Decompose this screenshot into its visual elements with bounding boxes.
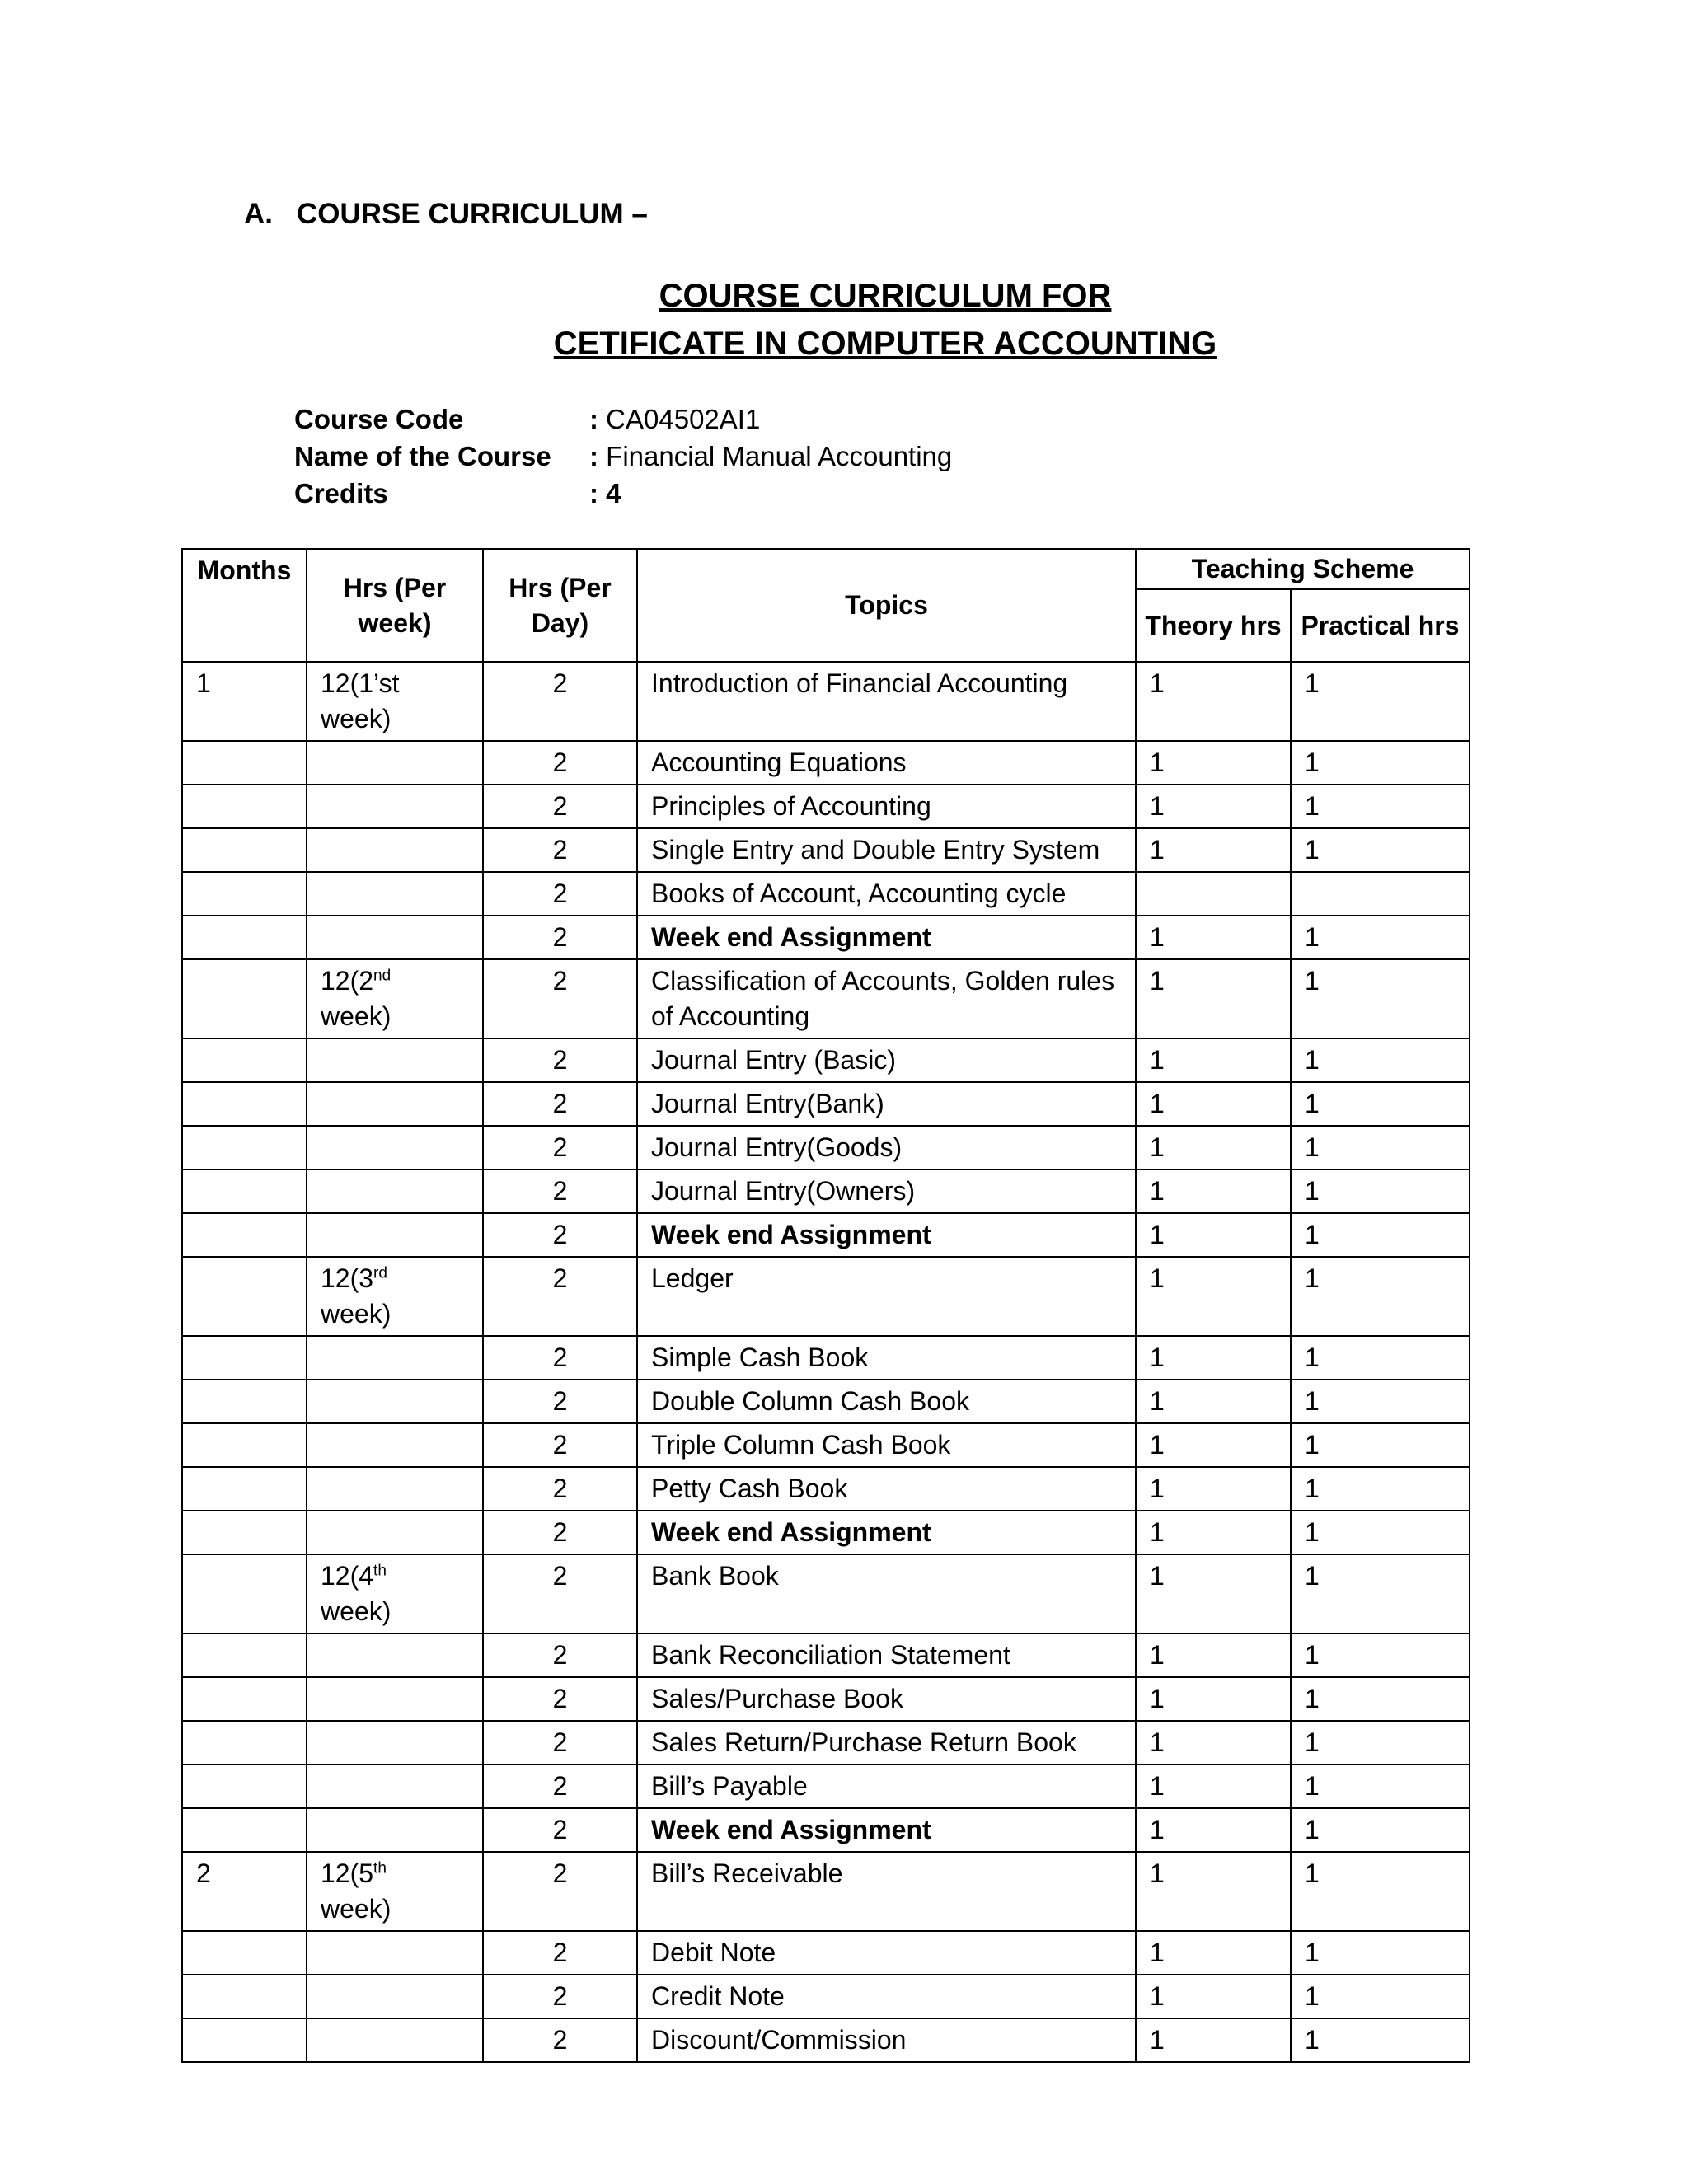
month-cell: [182, 1975, 307, 2018]
week-suffix: week): [321, 1894, 392, 1924]
hrs-per-day-cell: 2: [483, 1336, 637, 1380]
month-cell: [182, 741, 307, 785]
practical-cell: 1: [1291, 1975, 1470, 2018]
table-row: [182, 1336, 1470, 1380]
table-row: [182, 1169, 1470, 1213]
month-cell: [182, 1633, 307, 1677]
week-cell: [307, 1423, 483, 1467]
topic-cell: Week end Assignment: [637, 1808, 1136, 1852]
practical-cell: 1: [1291, 1721, 1470, 1765]
table-row: [182, 1975, 1470, 2018]
month-cell: [182, 1467, 307, 1511]
month-cell: [182, 916, 307, 959]
table-row: [182, 1677, 1470, 1721]
week-cell: [307, 662, 483, 741]
section-title: COURSE CURRICULUM –: [297, 198, 648, 230]
table-row: [182, 1467, 1470, 1511]
table-row: [182, 1852, 1470, 1931]
hrs-per-day-cell: 2: [483, 1931, 637, 1975]
topic-cell: Debit Note: [637, 1931, 1136, 1975]
topic-cell: Bill’s Payable: [637, 1765, 1136, 1808]
month-cell: [182, 1765, 307, 1808]
week-suffix: week): [321, 1596, 392, 1626]
topic-cell: Week end Assignment: [637, 1213, 1136, 1257]
week-ordinal-suffix: th: [373, 1859, 387, 1877]
course-name-row: [294, 438, 952, 475]
week-cell: [307, 2018, 483, 2062]
practical-cell: 1: [1291, 1633, 1470, 1677]
hrs-per-day-cell: 2: [483, 1423, 637, 1467]
practical-cell: 1: [1291, 1257, 1470, 1336]
week-cell: [307, 1721, 483, 1765]
theory-cell: 1: [1136, 916, 1291, 959]
practical-cell: [1291, 872, 1470, 916]
topic-cell: Journal Entry(Owners): [637, 1169, 1136, 1213]
week-cell: [307, 785, 483, 828]
hrs-per-day-cell: 2: [483, 916, 637, 959]
topic-cell: Credit Note: [637, 1975, 1136, 2018]
theory-cell: 1: [1136, 1633, 1291, 1677]
theory-cell: 1: [1136, 1380, 1291, 1423]
hrs-per-day-cell: 2: [483, 1467, 637, 1511]
practical-cell: 1: [1291, 1213, 1470, 1257]
course-name-label: Name of the Course: [294, 441, 551, 471]
month-cell: [182, 1931, 307, 1975]
topic-cell: Sales/Purchase Book: [637, 1677, 1136, 1721]
header-practical: Practical hrs: [1291, 589, 1470, 662]
colon: :: [589, 404, 598, 434]
month-cell: [182, 785, 307, 828]
course-code-row: [294, 401, 952, 438]
document-title: [0, 272, 1688, 368]
theory-cell: 1: [1136, 741, 1291, 785]
section-letter: A.: [244, 198, 273, 230]
hrs-per-day-cell: 2: [483, 1975, 637, 2018]
practical-cell: 1: [1291, 741, 1470, 785]
month-cell: [182, 1677, 307, 1721]
header-hrs-per-week: Hrs (Per week): [307, 549, 483, 662]
hrs-per-day-cell: 2: [483, 662, 637, 741]
theory-cell: 1: [1136, 1169, 1291, 1213]
table-row: [182, 828, 1470, 872]
week-label: 12(5: [321, 1858, 374, 1888]
practical-cell: 1: [1291, 959, 1470, 1038]
theory-cell: 1: [1136, 1082, 1291, 1126]
topic-cell: Bank Reconciliation Statement: [637, 1633, 1136, 1677]
theory-cell: 1: [1136, 785, 1291, 828]
topic-cell: Books of Account, Accounting cycle: [637, 872, 1136, 916]
hrs-per-day-cell: 2: [483, 1169, 637, 1213]
credits-row: [294, 475, 952, 512]
week-cell: [307, 1126, 483, 1169]
week-cell: [307, 1677, 483, 1721]
theory-cell: 1: [1136, 1336, 1291, 1380]
table-row: [182, 1511, 1470, 1554]
hrs-per-day-cell: 2: [483, 1852, 637, 1931]
hrs-per-day-cell: 2: [483, 1380, 637, 1423]
table-row: [182, 785, 1470, 828]
theory-cell: 1: [1136, 2018, 1291, 2062]
week-cell: [307, 1336, 483, 1380]
practical-cell: 1: [1291, 916, 1470, 959]
hrs-per-day-cell: 2: [483, 2018, 637, 2062]
topic-cell: Double Column Cash Book: [637, 1380, 1136, 1423]
table-row: [182, 1126, 1470, 1169]
course-name-value: Financial Manual Accounting: [606, 441, 953, 471]
month-cell: [182, 1082, 307, 1126]
title-line-1: COURSE CURRICULUM FOR: [659, 278, 1112, 314]
week-cell: [307, 959, 483, 1038]
hrs-per-day-cell: 2: [483, 1038, 637, 1082]
header-teaching-scheme: Teaching Scheme: [1136, 549, 1470, 589]
table-row: [182, 1765, 1470, 1808]
table-row: [182, 1721, 1470, 1765]
week-cell: [307, 828, 483, 872]
topic-cell: Discount/Commission: [637, 2018, 1136, 2062]
curriculum-table: [181, 548, 1470, 2063]
topic-cell: Classification of Accounts, Golden rules of Accounting: [637, 959, 1136, 1038]
week-cell: [307, 872, 483, 916]
week-label: 12(1’st: [321, 668, 400, 698]
month-cell: [182, 1169, 307, 1213]
theory-cell: 1: [1136, 1467, 1291, 1511]
topic-cell: Bill’s Receivable: [637, 1852, 1136, 1931]
theory-cell: 1: [1136, 1765, 1291, 1808]
week-suffix: week): [321, 1299, 392, 1329]
practical-cell: 1: [1291, 1852, 1470, 1931]
theory-cell: [1136, 872, 1291, 916]
theory-cell: 1: [1136, 1038, 1291, 1082]
hrs-per-day-cell: 2: [483, 1721, 637, 1765]
topic-cell: Triple Column Cash Book: [637, 1423, 1136, 1467]
topic-cell: Ledger: [637, 1257, 1136, 1336]
table-row: [182, 1633, 1470, 1677]
table-row: [182, 1038, 1470, 1082]
topic-cell: Single Entry and Double Entry System: [637, 828, 1136, 872]
title-line-2: CETIFICATE IN COMPUTER ACCOUNTING: [553, 326, 1217, 362]
hrs-per-day-cell: 2: [483, 1511, 637, 1554]
practical-cell: 1: [1291, 1677, 1470, 1721]
credits-value: 4: [606, 478, 621, 509]
practical-cell: 1: [1291, 1511, 1470, 1554]
table-row: [182, 1554, 1470, 1633]
week-cell: [307, 1852, 483, 1931]
theory-cell: 1: [1136, 1423, 1291, 1467]
month-cell: [182, 1423, 307, 1467]
topic-cell: Introduction of Financial Accounting: [637, 662, 1136, 741]
theory-cell: 1: [1136, 1975, 1291, 2018]
table-row: [182, 1257, 1470, 1336]
theory-cell: 1: [1136, 1511, 1291, 1554]
week-cell: [307, 1380, 483, 1423]
week-cell: [307, 1554, 483, 1633]
month-cell: [182, 1038, 307, 1082]
table-row: [182, 1808, 1470, 1852]
practical-cell: 1: [1291, 1554, 1470, 1633]
week-cell: [307, 1169, 483, 1213]
week-cell: [307, 1213, 483, 1257]
month-cell: [182, 1808, 307, 1852]
colon: :: [589, 441, 598, 471]
course-meta: [294, 401, 952, 512]
practical-cell: 1: [1291, 1467, 1470, 1511]
section-heading: [244, 198, 648, 231]
month-cell: [182, 959, 307, 1038]
practical-cell: 1: [1291, 1931, 1470, 1975]
table-row: [182, 916, 1470, 959]
month-cell: [182, 1380, 307, 1423]
topic-cell: Sales Return/Purchase Return Book: [637, 1721, 1136, 1765]
table-row: [182, 872, 1470, 916]
week-cell: [307, 1633, 483, 1677]
hrs-per-day-cell: 2: [483, 1554, 637, 1633]
colon: :: [589, 478, 598, 509]
theory-cell: 1: [1136, 959, 1291, 1038]
theory-cell: 1: [1136, 1852, 1291, 1931]
topic-cell: Week end Assignment: [637, 916, 1136, 959]
practical-cell: 1: [1291, 1038, 1470, 1082]
theory-cell: 1: [1136, 662, 1291, 741]
hrs-per-day-cell: 2: [483, 1808, 637, 1852]
practical-cell: 1: [1291, 2018, 1470, 2062]
hrs-per-day-cell: 2: [483, 741, 637, 785]
table-row: [182, 1213, 1470, 1257]
theory-cell: 1: [1136, 1677, 1291, 1721]
week-label: 12(3: [321, 1263, 374, 1293]
theory-cell: 1: [1136, 1126, 1291, 1169]
hrs-per-day-cell: 2: [483, 1126, 637, 1169]
header-hrs-per-day: Hrs (Per Day): [483, 549, 637, 662]
week-suffix: week): [321, 1001, 392, 1031]
week-cell: [307, 1257, 483, 1336]
hrs-per-day-cell: 2: [483, 1765, 637, 1808]
credits-label: Credits: [294, 478, 388, 509]
topic-cell: Journal Entry(Bank): [637, 1082, 1136, 1126]
month-cell: [182, 872, 307, 916]
hrs-per-day-cell: 2: [483, 1257, 637, 1336]
week-suffix: week): [321, 704, 392, 733]
week-cell: [307, 1808, 483, 1852]
practical-cell: 1: [1291, 1765, 1470, 1808]
table-row: [182, 2018, 1470, 2062]
hrs-per-day-cell: 2: [483, 872, 637, 916]
practical-cell: 1: [1291, 828, 1470, 872]
week-ordinal-suffix: nd: [373, 967, 392, 985]
theory-cell: 1: [1136, 1721, 1291, 1765]
table-row: [182, 959, 1470, 1038]
week-cell: [307, 916, 483, 959]
week-cell: [307, 1467, 483, 1511]
week-label: 12(4: [321, 1561, 374, 1591]
month-cell: [182, 1257, 307, 1336]
practical-cell: 1: [1291, 785, 1470, 828]
theory-cell: 1: [1136, 828, 1291, 872]
practical-cell: 1: [1291, 1423, 1470, 1467]
table-body: [182, 662, 1470, 2062]
practical-cell: 1: [1291, 1169, 1470, 1213]
month-cell: [182, 1336, 307, 1380]
week-cell: [307, 1931, 483, 1975]
theory-cell: 1: [1136, 1931, 1291, 1975]
course-code-value: CA04502AI1: [606, 404, 761, 434]
week-label: 12(2: [321, 966, 374, 996]
month-cell: 2: [182, 1852, 307, 1931]
theory-cell: 1: [1136, 1554, 1291, 1633]
month-cell: [182, 1554, 307, 1633]
week-cell: [307, 741, 483, 785]
header-theory: Theory hrs: [1136, 589, 1291, 662]
topic-cell: Simple Cash Book: [637, 1336, 1136, 1380]
table-row: [182, 662, 1470, 741]
practical-cell: 1: [1291, 662, 1470, 741]
hrs-per-day-cell: 2: [483, 1677, 637, 1721]
topic-cell: Accounting Equations: [637, 741, 1136, 785]
table-row: [182, 1380, 1470, 1423]
hrs-per-day-cell: 2: [483, 959, 637, 1038]
topic-cell: Petty Cash Book: [637, 1467, 1136, 1511]
topic-cell: Bank Book: [637, 1554, 1136, 1633]
practical-cell: 1: [1291, 1808, 1470, 1852]
theory-cell: 1: [1136, 1213, 1291, 1257]
course-code-label: Course Code: [294, 404, 464, 434]
topic-cell: Journal Entry(Goods): [637, 1126, 1136, 1169]
table-row: [182, 1931, 1470, 1975]
practical-cell: 1: [1291, 1336, 1470, 1380]
week-cell: [307, 1765, 483, 1808]
topic-cell: Week end Assignment: [637, 1511, 1136, 1554]
table-header-row: [182, 549, 1470, 589]
week-cell: [307, 1975, 483, 2018]
table-row: [182, 1423, 1470, 1467]
month-cell: [182, 1213, 307, 1257]
topic-cell: Principles of Accounting: [637, 785, 1136, 828]
month-cell: [182, 1126, 307, 1169]
week-cell: [307, 1511, 483, 1554]
week-ordinal-suffix: rd: [373, 1264, 387, 1282]
practical-cell: 1: [1291, 1126, 1470, 1169]
month-cell: [182, 828, 307, 872]
hrs-per-day-cell: 2: [483, 828, 637, 872]
month-cell: [182, 1721, 307, 1765]
table-row: [182, 741, 1470, 785]
header-months: Months: [182, 549, 307, 662]
month-cell: [182, 2018, 307, 2062]
practical-cell: 1: [1291, 1082, 1470, 1126]
month-cell: [182, 1511, 307, 1554]
theory-cell: 1: [1136, 1257, 1291, 1336]
hrs-per-day-cell: 2: [483, 785, 637, 828]
practical-cell: 1: [1291, 1380, 1470, 1423]
month-cell: 1: [182, 662, 307, 741]
week-cell: [307, 1038, 483, 1082]
theory-cell: 1: [1136, 1808, 1291, 1852]
hrs-per-day-cell: 2: [483, 1082, 637, 1126]
week-ordinal-suffix: th: [373, 1562, 387, 1580]
topic-cell: Journal Entry (Basic): [637, 1038, 1136, 1082]
week-cell: [307, 1082, 483, 1126]
hrs-per-day-cell: 2: [483, 1213, 637, 1257]
hrs-per-day-cell: 2: [483, 1633, 637, 1677]
table-row: [182, 1082, 1470, 1126]
header-topics: Topics: [637, 549, 1136, 662]
